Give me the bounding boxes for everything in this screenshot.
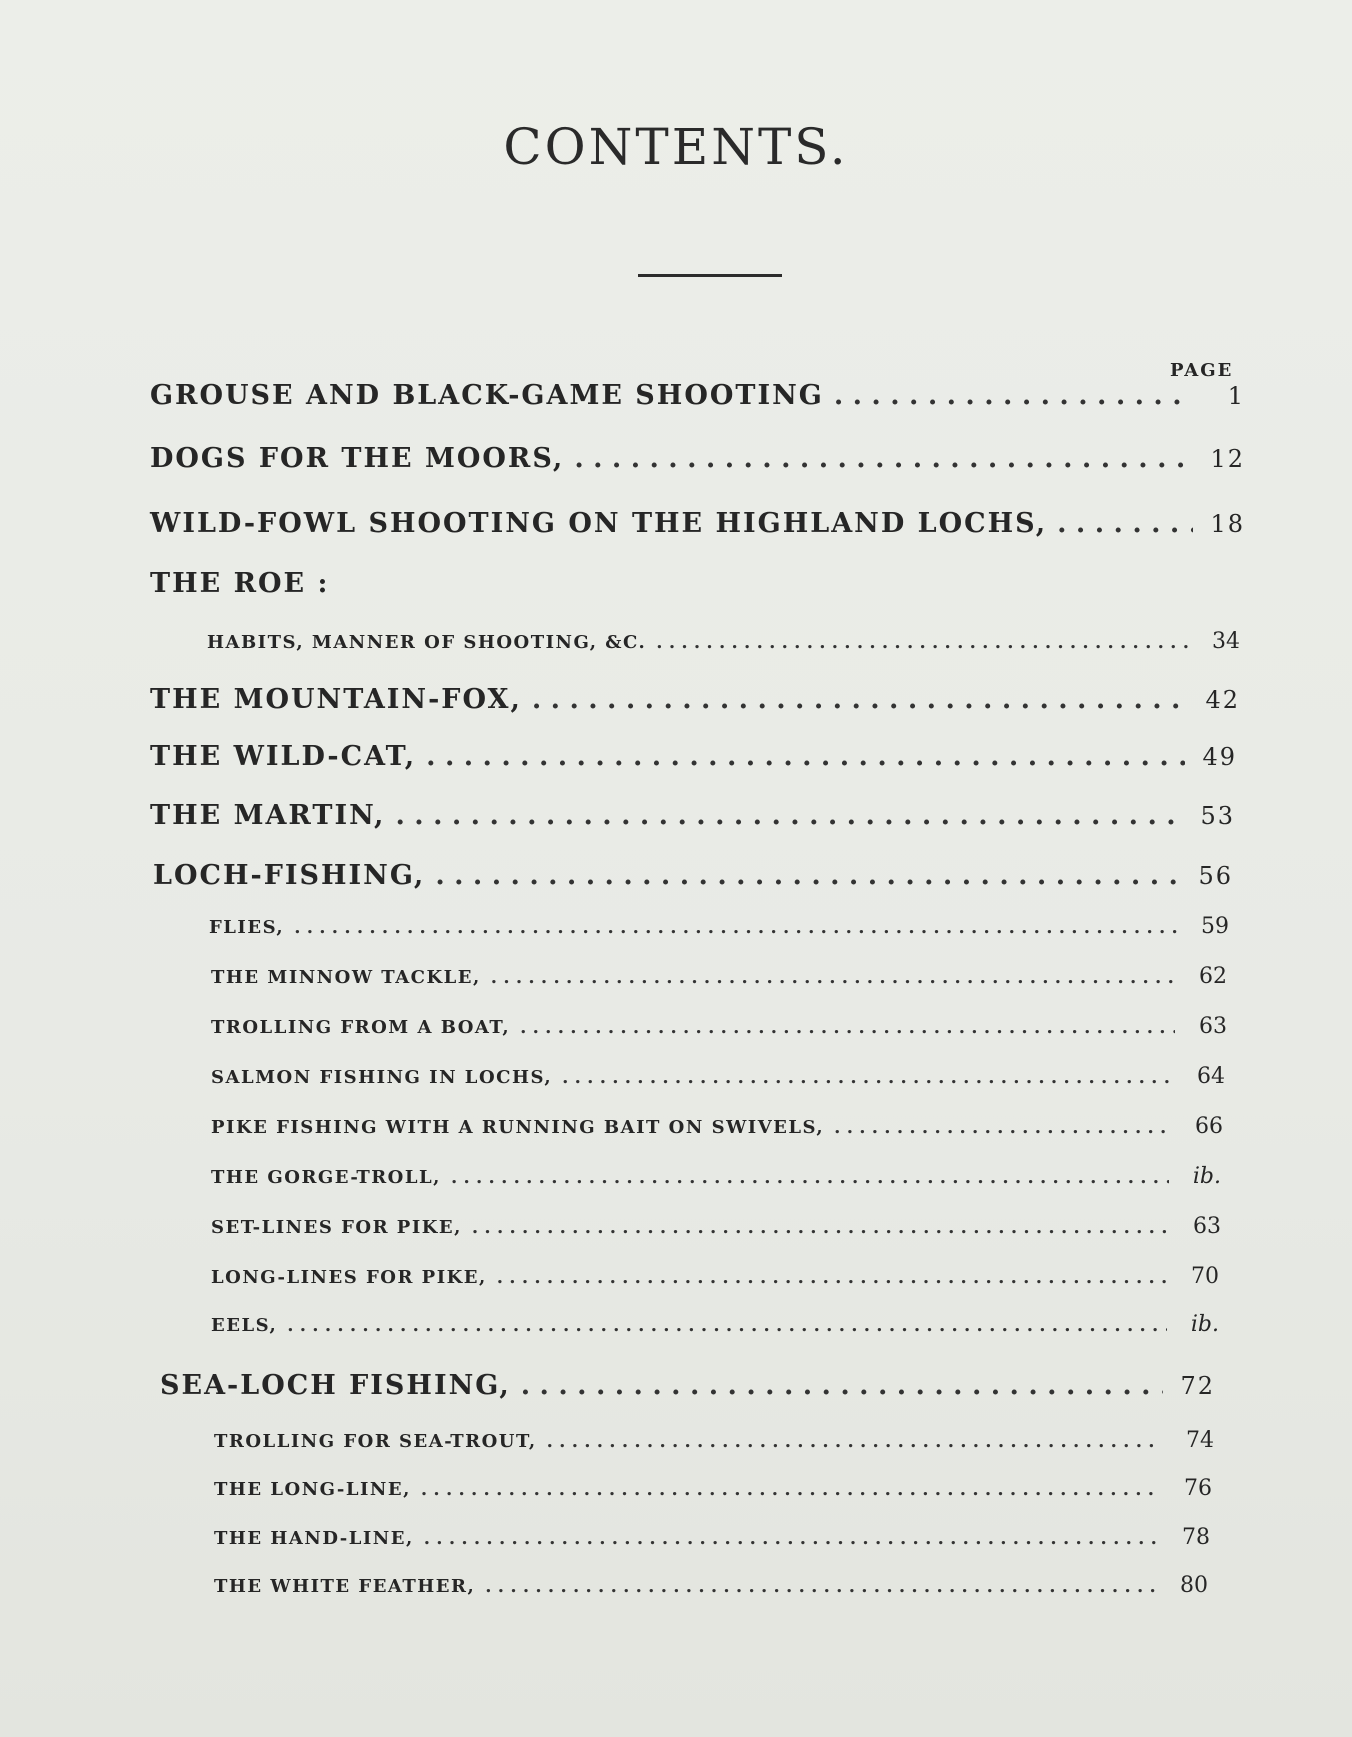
toc-subentry — [214, 1525, 1210, 1550]
dot-leader — [834, 1117, 1171, 1138]
toc-entry — [150, 380, 1245, 411]
toc-entry-label: LOCH-FISHING, — [153, 860, 426, 891]
toc-entry-page: 63 — [1193, 1214, 1221, 1239]
toc-section-heading: THE ROE : — [150, 568, 330, 599]
toc-subentry — [211, 1064, 1225, 1089]
toc-entry-label: SEA-LOCH FISHING, — [160, 1370, 511, 1401]
toc-subentry — [211, 1312, 1219, 1337]
toc-entry-page: 56 — [1198, 862, 1233, 890]
toc-entry-label: TROLLING FOR SEA-TROUT, — [214, 1431, 537, 1452]
toc-entry-page: 1 — [1227, 382, 1245, 410]
toc-entry-page: 70 — [1191, 1264, 1219, 1289]
toc-entry-label: LONG-LINES FOR PIKE, — [211, 1267, 487, 1288]
toc-entry-page: 42 — [1205, 686, 1240, 714]
dot-leader — [1057, 508, 1193, 539]
toc-subentry — [211, 1114, 1223, 1139]
toc-entry-page: 63 — [1199, 1014, 1227, 1039]
toc-subentry — [207, 629, 1240, 654]
toc-entry — [150, 800, 1235, 831]
toc-subentry — [209, 914, 1229, 939]
toc-entry-label: FLIES, — [209, 917, 285, 938]
toc-entry-page: 74 — [1186, 1428, 1214, 1453]
page-column-label: PAGE — [1170, 360, 1234, 381]
toc-entry-page: 59 — [1201, 914, 1229, 939]
toc-subentry — [211, 964, 1227, 989]
toc-subentry — [211, 1264, 1219, 1289]
toc-entry-label: THE MINNOW TACKLE, — [211, 967, 481, 988]
toc-entry-label: THE WILD-CAT, — [150, 741, 417, 772]
dot-leader — [491, 967, 1175, 988]
toc-entry-label: SALMON FISHING IN LOCHS, — [211, 1067, 553, 1088]
toc-entry-label: THE HAND-LINE, — [214, 1528, 414, 1549]
toc-entry-label: THE MOUNTAIN-FOX, — [150, 684, 522, 715]
dot-leader — [562, 1067, 1173, 1088]
dot-leader — [294, 917, 1177, 938]
toc-entry-label: THE GORGE-TROLL, — [211, 1167, 441, 1188]
page-title: CONTENTS. — [503, 118, 849, 176]
dot-leader — [426, 741, 1185, 772]
dot-leader — [520, 1017, 1175, 1038]
dot-leader — [287, 1315, 1167, 1336]
dot-leader — [834, 380, 1193, 411]
dot-leader — [521, 1370, 1163, 1401]
toc-entry-page: 12 — [1210, 445, 1245, 473]
dot-leader — [421, 1479, 1160, 1500]
toc-subentry — [211, 1164, 1221, 1189]
toc-entry — [160, 1370, 1215, 1401]
toc-entry-page: ib. — [1192, 1164, 1221, 1189]
dot-leader — [532, 684, 1188, 715]
toc-entry-page: 78 — [1182, 1525, 1210, 1550]
toc-entry-page: 66 — [1195, 1114, 1223, 1139]
toc-entry-page: 72 — [1180, 1372, 1215, 1400]
toc-entry-page: 53 — [1200, 802, 1235, 830]
toc-entry-label: WILD-FOWL SHOOTING ON THE HIGHLAND LOCHS, — [150, 508, 1048, 539]
dot-leader — [497, 1267, 1167, 1288]
toc-entry-page: 76 — [1184, 1476, 1212, 1501]
toc-entry-label: THE LONG-LINE, — [214, 1479, 411, 1500]
dot-leader — [435, 860, 1181, 891]
toc-entry — [153, 860, 1233, 891]
dot-leader — [424, 1528, 1158, 1549]
toc-subentry — [214, 1428, 1214, 1453]
title-rule — [638, 274, 782, 277]
toc-entry-page: 80 — [1180, 1573, 1208, 1598]
toc-entry — [150, 741, 1237, 772]
toc-entry-label: TROLLING FROM A BOAT, — [211, 1017, 511, 1038]
dot-leader — [485, 1576, 1156, 1597]
toc-entry-label: SET-LINES FOR PIKE, — [211, 1217, 462, 1238]
toc-entry-label: PIKE FISHING WITH A RUNNING BAIT ON SWIVELS, — [211, 1117, 825, 1138]
toc-entry-page: 18 — [1210, 510, 1245, 538]
toc-entry-page: 64 — [1197, 1064, 1225, 1089]
toc-entry-page: 49 — [1202, 743, 1237, 771]
dot-leader — [656, 632, 1188, 653]
toc-subentry — [211, 1014, 1227, 1039]
toc-entry-label: HABITS, MANNER OF SHOOTING, &C. — [207, 632, 647, 653]
toc-subentry — [214, 1573, 1208, 1598]
dot-leader — [574, 443, 1193, 474]
dot-leader — [472, 1217, 1169, 1238]
toc-entry — [150, 684, 1240, 715]
toc-entry — [150, 508, 1245, 539]
dot-leader — [395, 800, 1183, 831]
dot-leader — [451, 1167, 1169, 1188]
toc-subentry — [211, 1214, 1221, 1239]
toc-entry — [150, 443, 1245, 474]
toc-entry-page: ib. — [1190, 1312, 1219, 1337]
toc-entry-label: THE WHITE FEATHER, — [214, 1576, 476, 1597]
toc-entry-label: DOGS FOR THE MOORS, — [150, 443, 565, 474]
toc-entry-page: 62 — [1199, 964, 1227, 989]
toc-entry-label: THE MARTIN, — [150, 800, 386, 831]
toc-entry-label: EELS, — [211, 1315, 278, 1336]
toc-entry-label: GROUSE AND BLACK-GAME SHOOTING — [150, 380, 824, 411]
dot-leader — [547, 1431, 1162, 1452]
toc-subentry — [214, 1476, 1212, 1501]
toc-entry-page: 34 — [1212, 629, 1240, 654]
